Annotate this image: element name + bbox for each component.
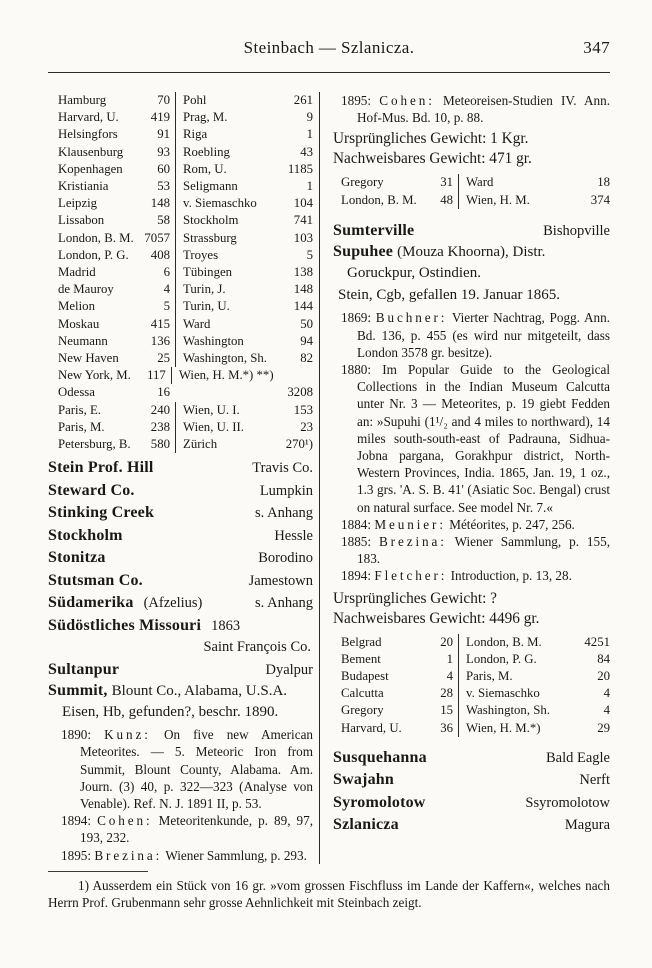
weight-row [48,144,313,161]
collection-name: Moskau [58,316,100,331]
weight-row [48,126,313,143]
weight-value: 240 [150,402,170,417]
header-rule [48,72,610,73]
collection-name: Zürich [175,436,269,453]
weight-value: 408 [150,247,170,262]
collection-name: Harvard, U. [341,720,402,735]
entry-synonym: s. Anhang [255,505,313,522]
entry-name-suffix: (Afzelius) [143,595,203,612]
weight-row [333,685,610,702]
collection-name: Tübingen [175,264,269,281]
references-right [333,309,610,584]
weight-value: 7057 [144,230,170,245]
collection-name: Wien, H. M.*) **) [171,367,274,384]
collection-name: Rom, U. [175,161,269,178]
weight-value: 374 [590,192,610,207]
entry-name-group [333,792,426,814]
right-column [320,92,610,864]
collection-name: v. Siemaschko [458,685,564,702]
collection-name: Gregory [341,703,384,718]
weight-value: 1 [306,127,313,142]
meteorite-entry-row [48,525,313,548]
weight-value: 20 [597,668,610,683]
weight-value: 23 [300,419,313,434]
entry-sumterville [333,220,610,243]
entry-name-group [48,615,240,638]
weight-row [48,298,313,315]
collection-name: de Mauroy [58,282,114,297]
collection-name: Leipzig [58,196,98,211]
meteorite-entry-row [48,480,313,503]
entry-name-group [333,220,414,242]
entry-name: Summit, [48,682,108,700]
collection-name: Neumann [58,333,108,348]
weight-value: 4 [163,282,170,297]
collection-name: Madrid [58,265,96,280]
reference-item [61,812,313,846]
collection-name: London, B. M. [58,230,134,245]
weight-row [48,161,313,178]
weight-value: 5 [163,299,170,314]
reference-text: Météorites, p. 247, 256. [449,516,575,532]
collection-name: Ward [175,316,269,333]
collection-name: Washington, Sh. [458,702,564,719]
collection-name: Paris, M. [458,668,564,685]
weight-value: 238 [150,419,170,434]
weight-row [48,419,313,436]
collection-name: Wien, U. II. [175,419,269,436]
entry-name-group [333,769,394,791]
weight-row [48,109,313,126]
collection-name: London, P. G. [58,247,129,262]
meteorite-entry-row [333,747,610,770]
entry-name-group [48,457,154,479]
reference-item [341,516,610,533]
collection-name: Washington, Sh. [175,350,269,367]
weight-value: 20 [440,634,453,649]
weight-value: 103 [293,230,313,245]
footnote-text: 1) Ausserdem ein Stück von 16 gr. »vom grossen Fischfluss im Lande der Kaffern«, welches nach Herrn Prof. Grubenmann sehr grosse Aehnlichkeit mit Steinbach zeigt. [48,877,610,911]
entry-name: Syromolotow [333,793,426,811]
weight-value: 415 [150,316,170,331]
reference-author: Cohen: [97,813,153,829]
entry-locality: (Mouza Khoorna), Distr. [397,244,546,261]
meteorite-entry-row [333,814,610,837]
meteorite-entry-row [48,502,313,525]
collection-name: Wien, H. M.*) [458,720,564,737]
weight-row [48,247,313,264]
verifiable-weight-line: Nachweisbares Gewicht: 471 gr. [333,150,532,168]
weight-value: 4251 [584,634,610,649]
weight-value: 50 [300,316,313,331]
entry-synonym: Dyalpur [265,661,313,678]
reference-item [341,309,610,361]
reference-item [341,361,610,516]
reference-item [61,847,313,864]
weight-value: 153 [293,402,313,417]
weight-value: 60 [157,161,170,176]
entry-name: Stinking Creek [48,504,155,522]
weight-row [48,281,313,298]
collection-name: London, P. G. [458,651,564,668]
reference-year: 1895: [341,93,372,108]
collection-name: Riga [175,126,269,143]
entry-name: Supuhee [333,243,394,261]
weight-value: 104 [293,196,313,211]
reference-item [341,567,610,584]
weight-value: 94 [300,333,313,348]
entry-synonym: Jamestown [248,572,313,589]
reference-text: Im Popular Guide to the Geological Collections in the Indian Museum Calcutta unter Nr. 3 — Meteorites, p. 19 giebt Fedden an: »Supuhi (1¹/₂ and 4 miles to northward), 14 miles south-south-east of Padrauna, Sidhua-Jobna pargana, Gorakhpur district, North-Western Provinces, India. 1865, Jan. 19, 1 oz., 1.3 grs. 'A. S. B. 41' (Asiatic Soc. Bengal) crust on natural surface. See model Nr. 7.« [357,361,610,515]
weight-value: 1 [306,179,313,194]
entry-name: Südöstliches Missouri [48,616,202,634]
weight-value: 91 [157,127,170,142]
collection-name: Pohl [175,92,269,109]
weight-row [48,367,313,384]
collection-name: Roebling [175,144,269,161]
entry-name-group [48,592,202,615]
meteorite-entry-row [48,547,313,570]
weight-row [48,230,313,247]
weight-row [48,316,313,333]
weights-table-steinbach [48,92,313,453]
weight-row [48,384,313,401]
weight-row [48,264,313,281]
weight-row [48,195,313,212]
weight-value: 4 [603,703,610,718]
collection-name: London, B. M. [341,192,417,207]
weight-value: 1185 [287,161,313,176]
weight-row [333,668,610,685]
page-number: 347 [583,38,610,57]
collection-name: New Haven [58,351,119,366]
weight-value: 53 [157,179,170,194]
entry-name: Susquehanna [333,748,427,766]
weight-value: 84 [597,651,610,666]
entry-description: Eisen, Hb, gefunden?, beschr. 1890. [62,703,279,720]
collection-name: Seligmann [175,178,269,195]
entry-name: Südamerika [48,594,134,612]
entry-name: Sumterville [333,221,415,239]
fall-description-line: Stein, Cgb, gefallen 19. Januar 1865. [338,287,561,304]
page-header [48,38,610,60]
collection-name: Paris, E. [58,402,102,417]
collection-name: Belgrad [341,634,382,649]
meteorite-entries-right [333,747,610,837]
collection-name: Washington [175,333,269,350]
reference-text: Meteoreisen-Studien IV. Ann. Hof-Mus. Bd. 10, p. 88. [357,93,611,126]
weight-value: 261 [293,93,313,107]
text-columns [48,92,610,864]
weight-value: 5 [306,247,313,262]
reference-author: Brezina: [94,847,163,863]
collection-name: Wien, H. M. [458,192,564,209]
original-weight-line: Ursprüngliches Gewicht: 1 Kgr. [333,130,529,148]
entry-name-group [48,502,154,524]
entry-locality: Blount Co., Alabama, U.S.A. [111,683,288,700]
entry-name-suffix: 1863 [211,617,241,634]
reference-author: Cohen: [379,93,435,108]
collection-name: Turin, J. [175,281,269,298]
entry-synonym: Travis Co. [252,460,313,477]
weight-value: 28 [440,686,453,701]
running-title: Steinbach — Szlanicza. [243,38,415,57]
reference-text: Vierter Nachtrag, Pogg. Ann. Bd. 136, p. 455 (es wird nur mitgeteilt, dass London 3578 gr. besitze). [357,310,610,360]
weight-value: 48 [440,192,453,207]
collection-name: Calcutta [341,686,384,701]
collection-name: Prag, M. [175,109,269,126]
collection-name: Harvard, U. [58,110,119,125]
weight-value: 29 [597,720,610,735]
collection-name: Wien, U. I. [175,402,269,419]
entry-name: Szlanicza [333,816,399,834]
weight-value: 419 [150,110,170,125]
weight-value: 144 [293,299,313,314]
entry-synonym: s. Anhang [255,595,313,612]
weight-value: 6 [163,265,170,280]
entry-synonym: Bishopville [543,222,610,239]
collection-name: Odessa [58,385,95,400]
weight-value: 82 [300,351,313,366]
weight-value: 58 [157,213,170,228]
entry-synonym-cont: Saint François Co. [203,639,311,656]
entry-synonym: Borodino [258,550,313,567]
weight-value: 148 [150,196,170,211]
meteorite-entry-row [48,457,313,480]
collection-name: Hamburg [58,93,107,107]
weight-value: 1 [446,651,453,666]
collection-name: Klausenburg [58,144,124,159]
weight-row [333,651,610,668]
weight-row [333,192,610,209]
reference-author: Brezina: [378,533,447,549]
entry-name-group [48,547,106,569]
weight-value: 16 [157,385,170,400]
weight-value: 136 [150,333,170,348]
meteorite-entry-row [333,769,610,792]
weight-value: 580 [150,437,170,452]
reference-text: Meteoritenkunde, p. 89, 97, 193, 232. [80,813,314,846]
reference-year: 1894: [341,568,372,584]
collection-name: London, B. M. [458,634,564,651]
reference-author: Kunz: [104,727,151,743]
reference-text: Wiener Sammlung, p. 155, 183. [357,533,610,567]
weight-value: 36 [440,720,453,735]
entry-name: Stutsman Co. [48,571,143,589]
reference-year: 1894: [61,813,92,829]
entry-name: Stein Prof. Hill [48,459,154,477]
references-left [48,726,313,864]
collection-name: Strassburg [175,230,269,247]
reference-item [341,92,610,126]
collection-name: Bement [341,651,381,666]
entry-synonym: Ssyromolotow [525,794,610,811]
weight-value: 15 [440,703,453,718]
entry-name: Sultanpur [48,660,120,678]
collection-name: Paris, M. [58,419,105,434]
collection-name: Petersburg, B. [58,437,131,452]
verifiable-weight-line-2: Nachweisbares Gewicht: 4496 gr. [333,609,540,627]
weight-value: 3208 [287,385,313,400]
entry-name-group [333,747,427,769]
weight-value: 117 [147,368,166,383]
weight-value: 4 [603,686,610,701]
reference-item [341,533,610,567]
meteorite-entries-left [48,457,313,681]
weight-value: 43 [300,144,313,159]
reference-text: Wiener Sammlung, p. 293. [165,847,307,863]
weight-value: 25 [157,351,170,366]
collection-name: Troyes [175,247,269,264]
footnote-rule [48,871,148,872]
entry-synonym: Lumpkin [259,482,313,499]
reference-year: 1880: [341,361,372,377]
entry-name: Stonitza [48,549,106,567]
reference-item [61,726,313,812]
entry-name-group [48,525,123,547]
entry-name-group [48,480,135,502]
weight-row [333,702,610,719]
section-gap [333,209,610,220]
weight-row [48,402,313,419]
weight-value: 70 [157,93,170,107]
weight-row [48,92,313,109]
entry-summit [48,681,313,722]
weight-value: 741 [293,213,313,228]
collection-name: Stockholm [175,212,269,229]
collection-name: Gregory [341,175,384,190]
entry-synonym: Bald Eagle [545,749,610,766]
reference-year: 1885: [341,533,372,549]
reference-text: Introduction, p. 13, 28. [450,568,572,584]
weight-row [48,212,313,229]
weight-value: 31 [440,175,453,190]
weight-row [333,634,610,651]
entry-name-group [48,659,119,681]
weight-value: 148 [293,282,313,297]
weight-value: 4 [446,668,453,683]
entry-synonym: Hessle [274,527,313,544]
weight-row [48,178,313,195]
meteorite-entry-row [48,659,313,682]
entry-name-group [48,570,143,592]
weights-table-steinbach-cont [333,174,610,208]
reference-author: Meunier: [374,516,446,532]
meteorite-entry-row [333,220,610,243]
entry-name-group [333,814,399,836]
reference-author: Buchner: [375,310,448,326]
reference-year: 1890: [61,727,92,743]
collection-name: Kopenhagen [58,161,123,176]
left-column [48,92,320,864]
meteorite-entry-row [48,570,313,593]
reference-year: 1869: [341,310,372,326]
collection-name: Melion [58,299,95,314]
entry-synonym: Nerft [579,772,610,789]
reference-author: Fletcher: [374,568,448,584]
weight-row [48,350,313,367]
footnote [48,871,610,912]
weight-value: 93 [157,144,170,159]
collection-name: New York, M. [58,368,131,383]
meteorite-entry-row [48,615,313,638]
collection-name: Budapest [341,668,389,683]
weight-value: 270¹) [285,437,313,452]
weight-value: 9 [306,110,313,125]
weight-row [333,174,610,191]
weight-value: 18 [597,175,610,190]
entry-name: Stockholm [48,526,123,544]
reference-top [333,92,610,126]
weight-row [48,436,313,453]
entry-name: Steward Co. [48,481,135,499]
collection-name: Lissabon [58,213,105,228]
meteorite-entry-row [48,592,313,615]
reference-year: 1895: [61,847,92,863]
entry-supuhee [333,242,610,283]
entry-synonym: Magura [564,817,610,834]
collection-name: Turin, U. [175,298,269,315]
reference-text: On five new American Meteorites. — 5. Meteoric Iron from Summit, Blount County, Alabama. Am. Journ. (3) 40, p. 322—323 (Analyse von Venable). Ref. N. J. 1891 II, p. 53. [80,727,314,812]
collection-name: Ward [458,174,564,191]
collection-name: v. Siemaschko [175,195,269,212]
entry-name: Swajahn [333,771,394,789]
original-weight-line-2: Ursprüngliches Gewicht: ? [333,589,497,607]
reference-year: 1884: [341,516,372,532]
weight-value: 138 [293,265,313,280]
weight-row [48,333,313,350]
collection-name: Kristiania [58,179,109,194]
collection-name: Helsingfors [58,127,118,142]
weight-row [333,720,610,737]
meteorite-entry-row [333,792,610,815]
entry-locality-cont: Goruckpur, Ostindien. [347,264,481,281]
weights-table-supuhee [333,634,610,737]
